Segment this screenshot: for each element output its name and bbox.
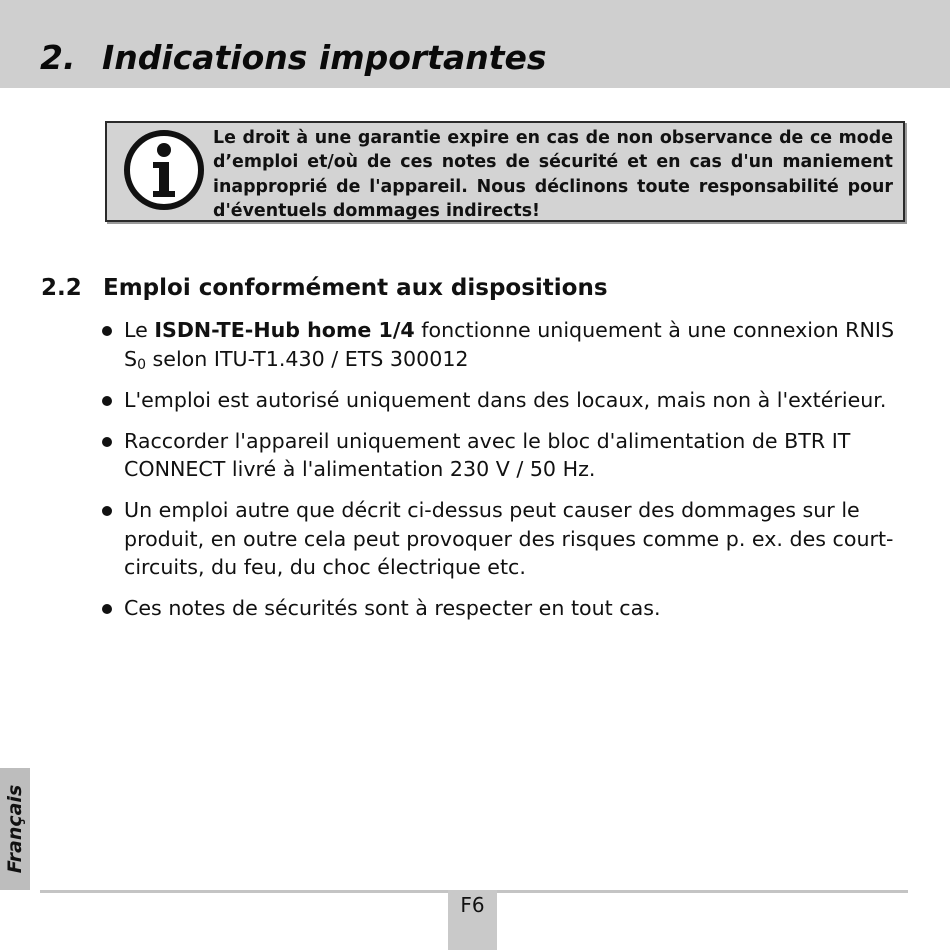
page-number-tab bbox=[448, 890, 497, 950]
section-heading-number: 2.2 bbox=[41, 275, 82, 301]
bullet-icon bbox=[102, 506, 112, 516]
section-number: 2. bbox=[40, 38, 76, 77]
bullet-icon bbox=[102, 437, 112, 447]
list-item: Le ISDN-TE-Hub home 1/4 fonctionne uniquement à une connexion RNIS $S_0$ selon ITU-T1.430 / ETS 300012 bbox=[100, 316, 905, 373]
section-heading bbox=[41, 272, 608, 304]
product-name: ISDN-TE-Hub home 1/4 bbox=[154, 318, 415, 342]
bullet-icon bbox=[102, 604, 112, 614]
language-label: Français bbox=[4, 784, 26, 874]
list-item: Ces notes de sécurités sont à respecter en tout cas. bbox=[100, 594, 905, 623]
list-item: Un emploi autre que décrit ci-dessus peut causer des dommages sur le produit, en outre cela peut provoquer des risques comme p. ex. des court-circuits, du feu, du choc électrique etc. bbox=[100, 496, 905, 582]
bullet-icon bbox=[102, 326, 112, 336]
section-heading-title: Emploi conformément aux dispositions bbox=[103, 275, 608, 301]
usage-list bbox=[100, 316, 905, 635]
language-tab bbox=[0, 768, 30, 890]
page-title-text: Indications importantes bbox=[102, 38, 547, 77]
info-icon bbox=[123, 129, 205, 211]
bullet-icon bbox=[102, 396, 112, 406]
list-item: L'emploi est autorisé uniquement dans des locaux, mais non à l'extérieur. bbox=[100, 386, 905, 415]
header-band bbox=[0, 0, 950, 88]
list-item: Raccorder l'appareil uniquement avec le bloc d'alimentation de BTR IT CONNECT livré à l'alimentation 230 V / 50 Hz. bbox=[100, 427, 905, 484]
page-number: F6 bbox=[460, 893, 485, 917]
warranty-notice bbox=[105, 121, 905, 222]
notice-text: Le droit à une garantie expire en cas de non observance de ce mode d’emploi et/où de ces notes de sécurité et en cas d'un maniement inapproprié de l'appareil. Nous déclinons toute responsabilité pour d'éventuels dommages indirects! bbox=[213, 128, 893, 222]
page-title bbox=[40, 36, 547, 80]
